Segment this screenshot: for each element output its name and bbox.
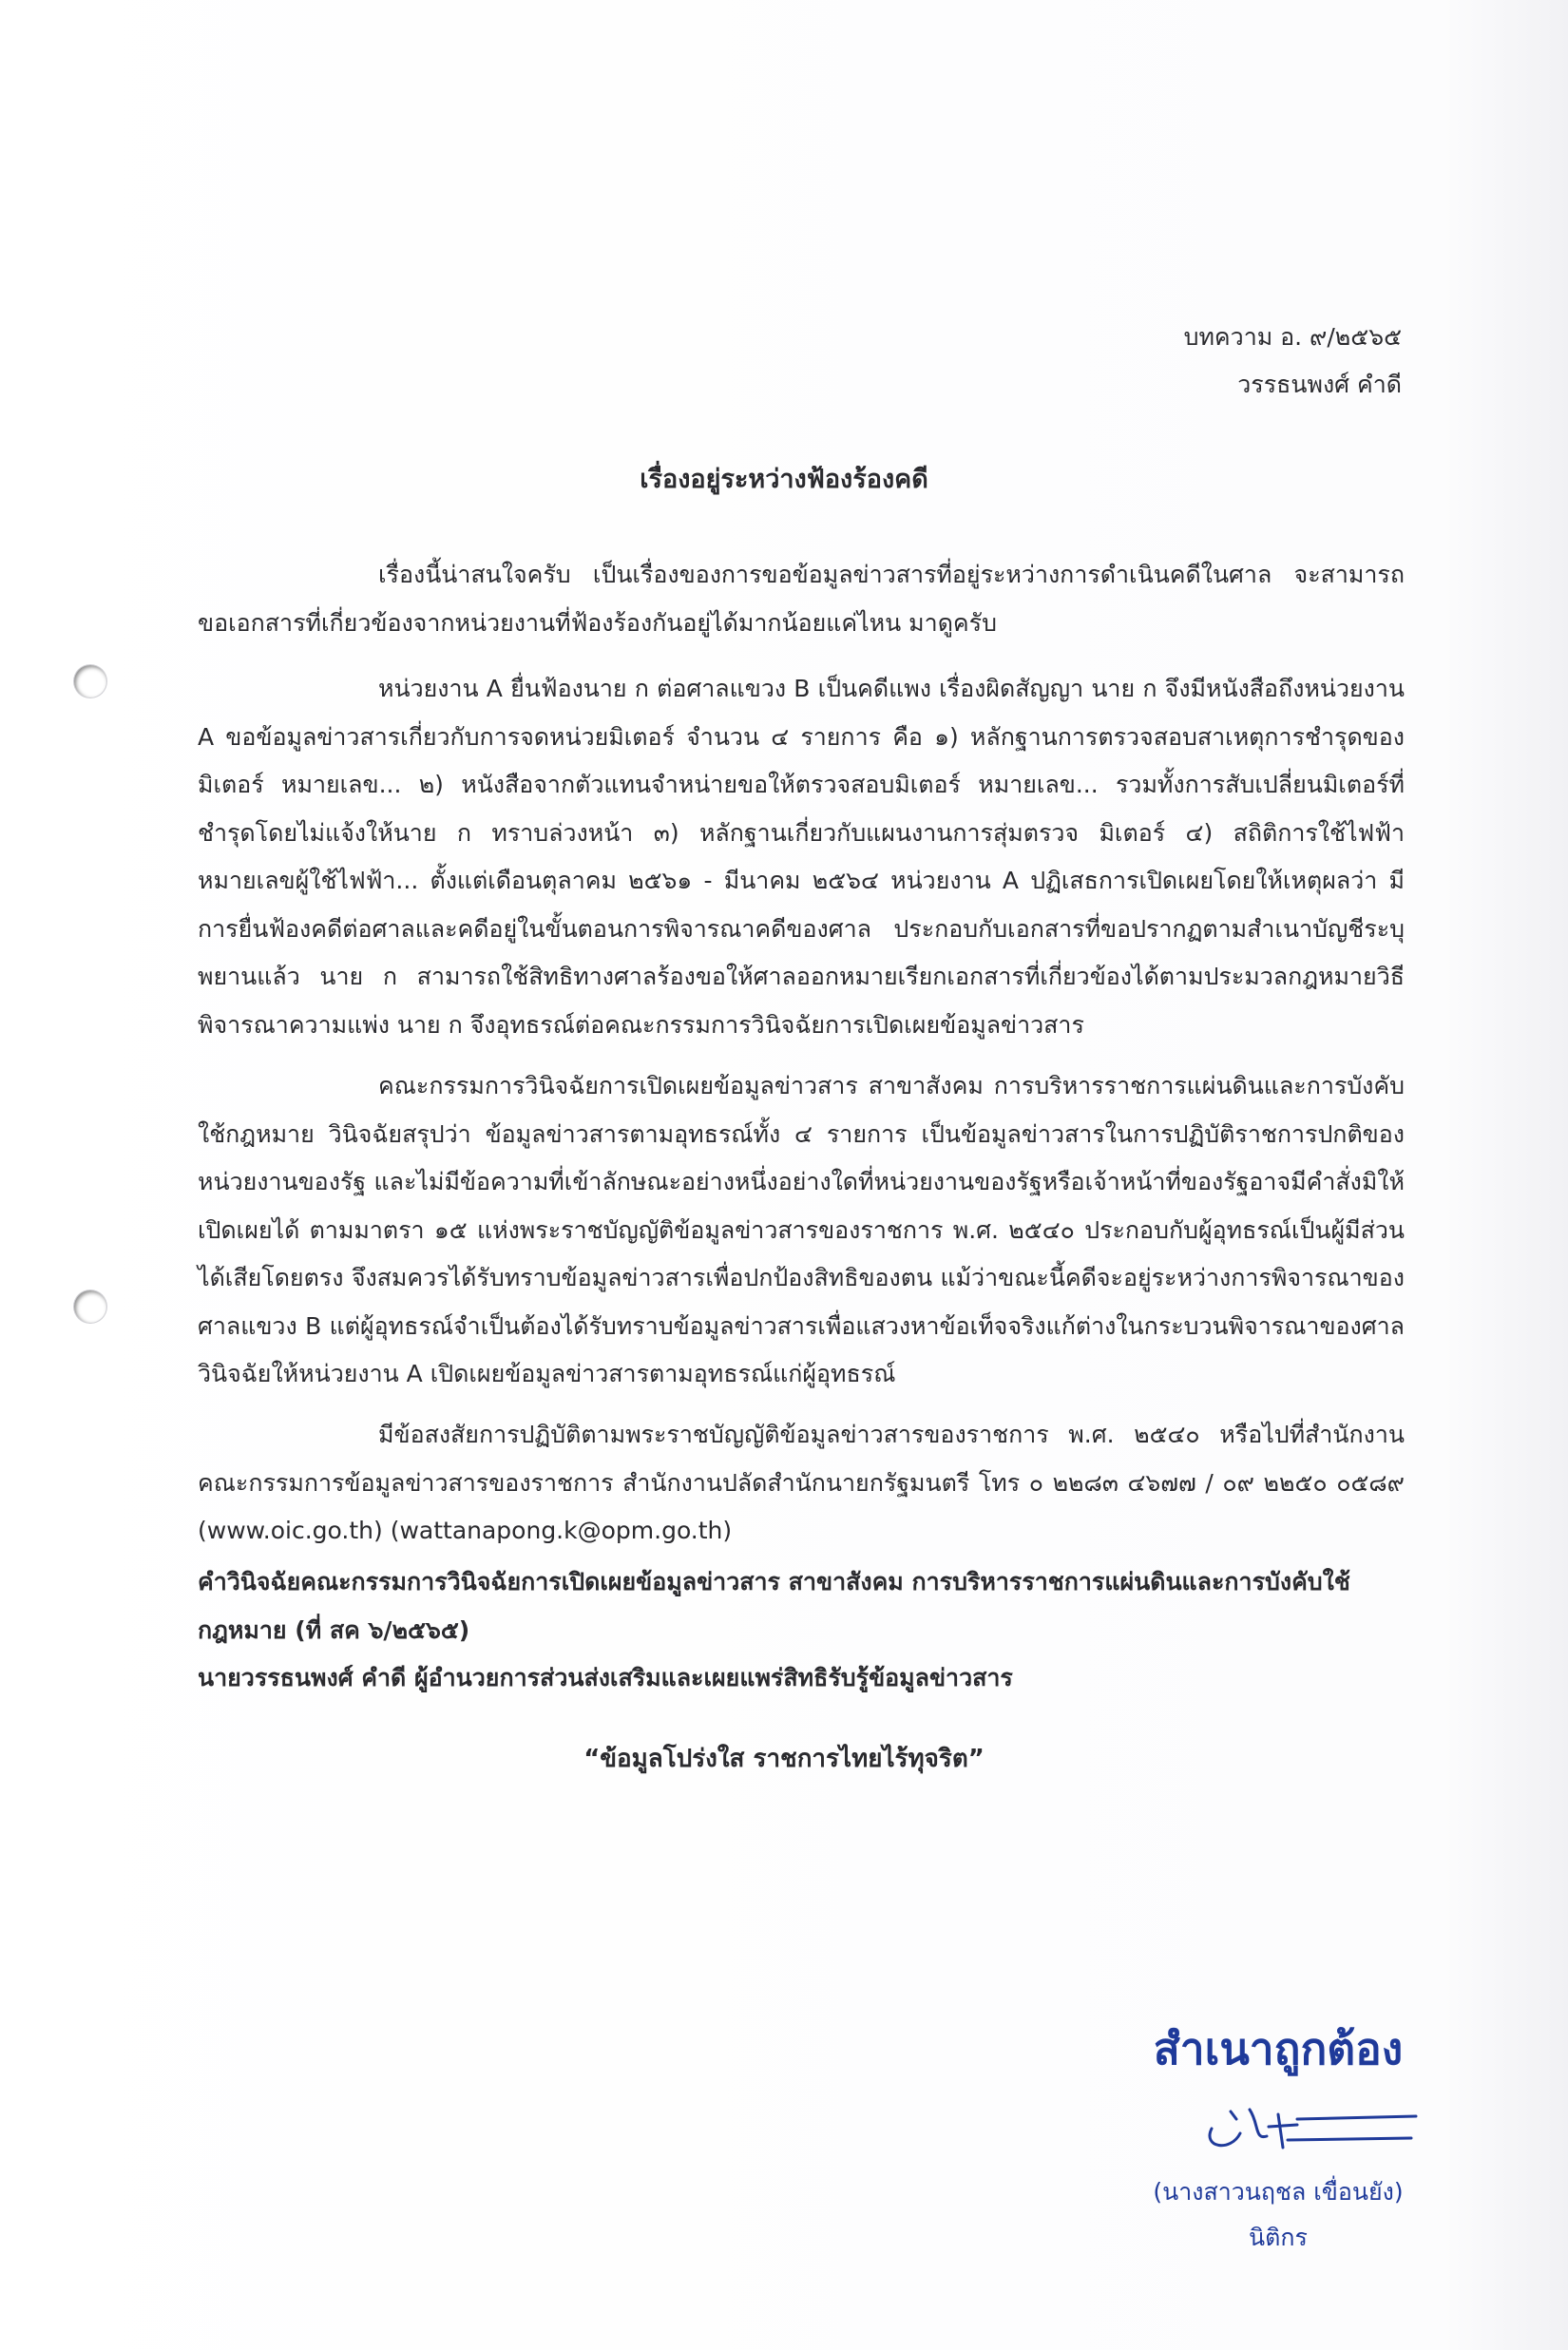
decision-reference: คำวินิจฉัยคณะกรรมการวินิจฉัยการเปิดเผยข้อมูลข่าวสาร สาขาสังคม การบริหารราชการแผ่นดินและการบังคับใช้กฎหมาย (ที่ สค ๖/๒๕๖๕)	[198, 1568, 1350, 1644]
punch-hole	[74, 1290, 106, 1323]
document-title: เรื่องอยู่ระหว่างฟ้องร้องคดี	[640, 465, 928, 494]
paragraph-facts: หน่วยงาน A ยื่นฟ้องนาย ก ต่อศาลแขวง B เป็นคดีแพง เรื่องผิดสัญญา นาย ก จึงมีหนังสือถึงหน่วยงาน A ขอข้อมูลข่าวสารเกี่ยวกับการจดหน่วยมิเตอร์ จำนวน ๔ รายการ คือ ๑) หลักฐานการตรวจสอบสาเหตุการชำรุดของมิเตอร์ หมายเลข... ๒) หนังสือจากตัวแทนจำหน่ายขอให้ตรวจสอบมิเตอร์ หมายเลข... รวมทั้งการสับเปลี่ยนมิเตอร์ที่ชำรุดโดยไม่แจ้งให้นาย ก ทราบล่วงหน้า ๓) หลักฐานเกี่ยวกับแผนงานการสุ่มตรวจ มิเตอร์ ๔) สถิติการใช้ไฟฟ้า หมายเลขผู้ใช้ไฟฟ้า... ตั้งแต่เดือนตุลาคม ๒๕๖๑ - มีนาคม ๒๕๖๔ หน่วยงาน A ปฏิเสธการเปิดเผยโดยให้เหตุผลว่า มีการยื่นฟ้องคดีต่อศาลและคดีอยู่ในขั้นตอนการพิจารณาคดีของศาล ประกอบกับเอกสารที่ขอปรากฏตามสำเนาบัญชีระบุพยานแล้ว นาย ก สามารถใช้สิทธิทางศาลร้องขอให้ศาลออกหมายเรียกเอกสารที่เกี่ยวข้องได้ตามประมวลกฎหมายวิธีพิจารณาความแพ่ง นาย ก จึงอุทธรณ์ต่อคณะกรรมการวินิจฉัยการเปิดเผยข้อมูลข่าวสาร	[198, 675, 1405, 1039]
author-line: นายวรรธนพงศ์ คำดี ผู้อำนวยการส่วนส่งเสริมและเผยแพร่สิทธิรับรู้ข้อมูลข่าวสาร	[198, 1664, 1013, 1691]
certifier-block	[1136, 2169, 1421, 2261]
certifier-name: (นางสาวนฤชล เขื่อนยัง)	[1153, 2178, 1404, 2206]
certified-copy-stamp: สำเนาถูกต้อง	[1153, 2023, 1404, 2074]
handwritten-signature	[1193, 2081, 1421, 2157]
paragraph-intro: เรื่องนี้น่าสนใจครับ เป็นเรื่องของการขอข้อมูลข่าวสารที่อยู่ระหว่างการดำเนินคดีในศาล จะสามารถขอเอกสารที่เกี่ยวข้องจากหน่วยงานที่ฟ้องร้องกันอยู่ได้มากน้อยแค่ไหน มาดูครับ	[198, 561, 1405, 637]
paragraph-contact: มีข้อสงสัยการปฏิบัติตามพระราชบัญญัติข้อมูลข่าวสารของราชการ พ.ศ. ๒๕๔๐ หรือไปที่สำนักงานคณะกรรมการข้อมูลข่าวสารของราชการ สำนักงานปลัดสำนักนายกรัฐมนตรี โทร ๐ ๒๒๘๓ ๔๖๗๗ / ๐๙ ๒๒๕๐ ๐๕๘๙ (www.oic.go.th) (wattanapong.k@opm.go.th)	[198, 1421, 1405, 1544]
certifier-position: นิติกร	[1249, 2224, 1308, 2251]
slogan: “ข้อมูลโปร่งใส ราชการไทยไร้ทุจริต”	[583, 1745, 985, 1773]
article-author: วรรธนพงศ์ คำดี	[1237, 371, 1402, 398]
paragraph-decision: คณะกรรมการวินิจฉัยการเปิดเผยข้อมูลข่าวสาร สาขาสังคม การบริหารราชการแผ่นดินและการบังคับใช้กฎหมาย วินิจฉัยสรุปว่า ข้อมูลข่าวสารตามอุทธรณ์ทั้ง ๔ รายการ เป็นข้อมูลข่าวสารในการปฏิบัติราชการปกติของหน่วยงานของรัฐ และไม่มีข้อความที่เข้าลักษณะอย่างหนึ่งอย่างใดที่หน่วยงานของรัฐหรือเจ้าหน้าที่ของรัฐอาจมีคำสั่งมิให้เปิดเผยได้ ตามมาตรา ๑๕ แห่งพระราชบัญญัติข้อมูลข่าวสารของราชการ พ.ศ. ๒๕๔๐ ประกอบกับผู้อุทธรณ์เป็นผู้มีส่วนได้เสียโดยตรง จึงสมควรได้รับทราบข้อมูลข่าวสารเพื่อปกป้องสิทธิของตน แม้ว่าขณะนี้คดีจะอยู่ระหว่างการพิจารณาของศาลแขวง B แต่ผู้อุทธรณ์จำเป็นต้องได้รับทราบข้อมูลข่าวสารเพื่อแสวงหาข้อเท็จจริงแก้ต่างในกระบวนพิจารณาของศาล วินิจฉัยให้หน่วยงาน A เปิดเผยข้อมูลข่าวสารตามอุทธรณ์แก่ผู้อุทธรณ์	[198, 1072, 1405, 1387]
article-number: บทความ อ. ๙/๒๕๖๕	[1183, 323, 1402, 351]
punch-hole	[74, 665, 106, 697]
